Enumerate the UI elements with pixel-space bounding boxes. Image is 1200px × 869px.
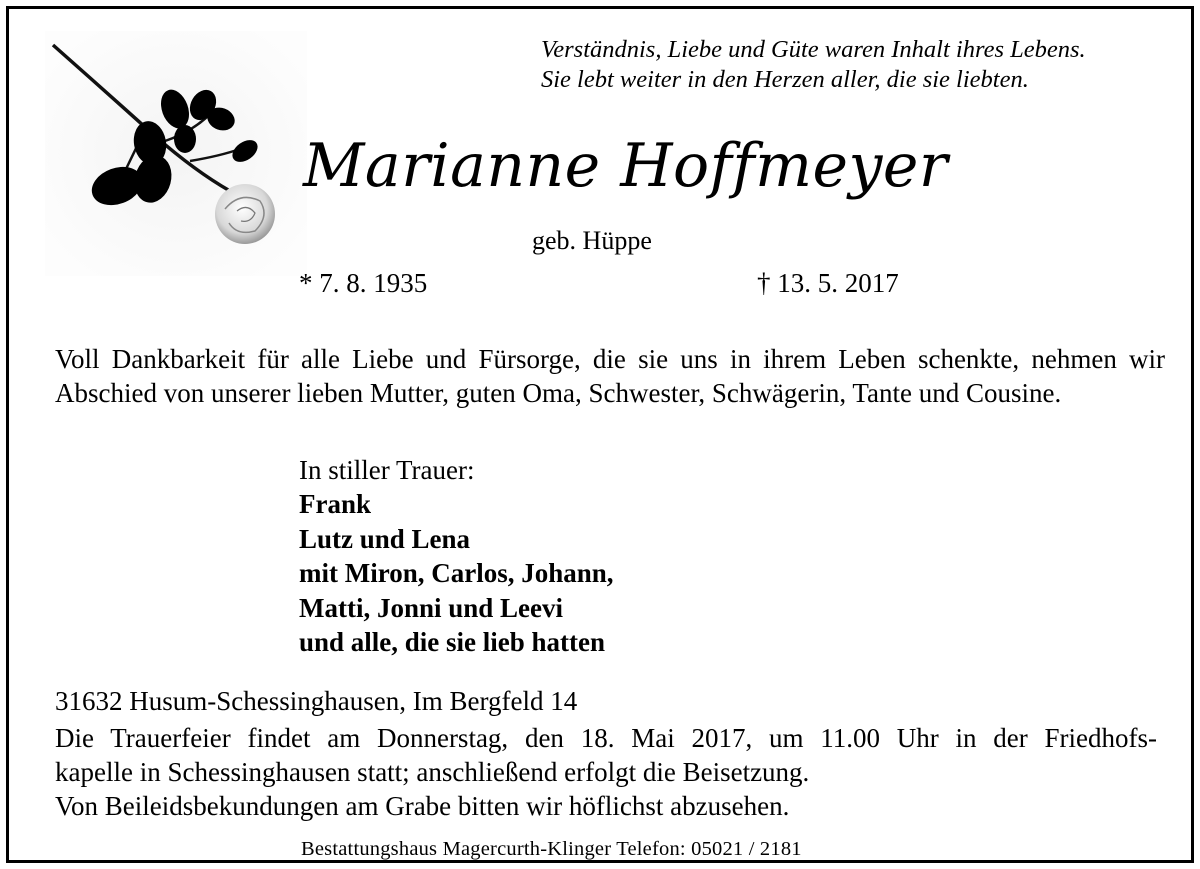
motto (541, 35, 1086, 95)
mourners-list (299, 487, 614, 660)
mourner-name: Frank (299, 489, 372, 519)
birth-name: geb. Hüppe (532, 226, 652, 255)
birth-date: * 7. 8. 1935 (299, 268, 428, 298)
obituary-message: Voll Dankbarkeit für alle Liebe und Fürsorge, die sie uns in ihrem Leben schenkte, nehmen wir Abschied von unserer lieben Mutter, guten Oma, Schwester, Schwägerin, Tante und Cousine. (55, 344, 1165, 408)
service-line: Von Beileidsbekundungen am Grabe bitten wir höflichst abzusehen. (55, 791, 790, 821)
funeral-home-contact: Bestattungshaus Magercurth-Klinger Telefon: 05021 / 2181 (301, 838, 802, 860)
death-date: † 13. 5. 2017 (757, 268, 899, 298)
address: 31632 Husum-Schessinghausen, Im Bergfeld 14 (55, 686, 578, 716)
deceased-name: Marianne Hoffmeyer (303, 131, 949, 201)
mourner-name: mit Miron, Carlos, Johann, (299, 558, 614, 588)
service-info (55, 721, 1157, 823)
rose-icon (45, 31, 307, 276)
mourning-label: In stiller Trauer: (299, 455, 475, 485)
mourner-name: Matti, Jonni und Leevi (299, 592, 564, 623)
service-line: kapelle in Schessinghausen statt; anschließend erfolgt die Beisetzung. (55, 757, 810, 787)
motto-line: Sie lebt weiter in den Herzen aller, die sie liebten. (541, 66, 1029, 93)
service-line: Die Trauerfeier findet am Donnerstag, den 18. Mai 2017, um 11.00 Uhr in der Friedhofs- (55, 723, 1157, 753)
mourner-name: und alle, die sie lieb hatten (299, 627, 606, 657)
mourner-name: Lutz und Lena (299, 523, 471, 554)
obituary-notice (6, 6, 1194, 863)
motto-line: Verständnis, Liebe und Güte waren Inhalt ihres Lebens. (541, 36, 1086, 63)
